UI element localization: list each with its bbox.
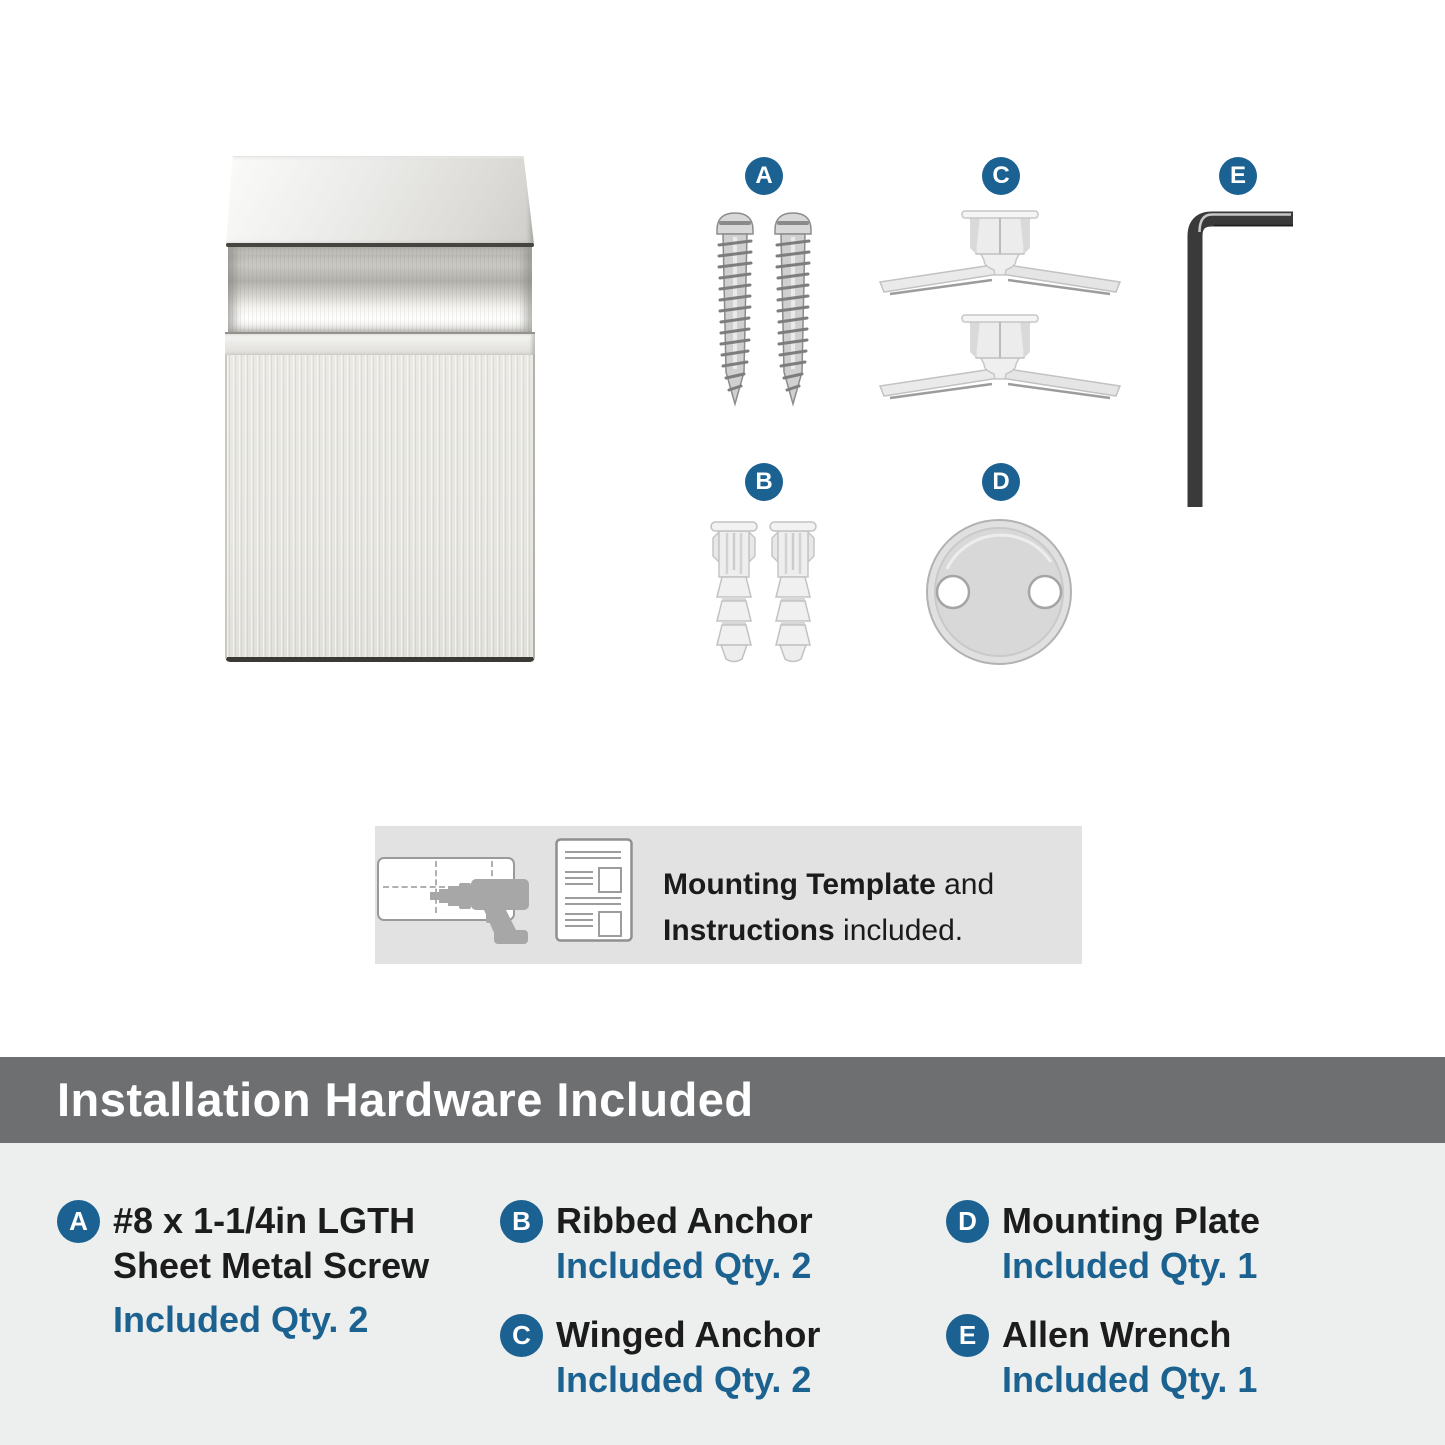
legend-item-qty: Included Qty. 1 [1002, 1245, 1258, 1286]
legend-item-name: Sheet Metal Screw [113, 1245, 430, 1286]
legend-item-text [1002, 1198, 1260, 1288]
product-cube-face [225, 355, 535, 662]
diagram-badge-b: B [745, 463, 783, 501]
banner-text [663, 862, 994, 954]
ribbed-anchor-icon [705, 520, 763, 664]
diagram-badge-e: E [1219, 157, 1257, 195]
legend-badge-c: C [500, 1314, 543, 1357]
banner-line-2 [663, 908, 994, 954]
mounting-plate-icon [924, 517, 1074, 667]
banner-rest-1: and [935, 868, 995, 901]
legend-item-name: Winged Anchor [556, 1314, 821, 1355]
diagram-badge-c: C [982, 157, 1020, 195]
screw-icon [770, 210, 816, 408]
legend-item-name: Mounting Plate [1002, 1200, 1260, 1241]
allen-wrench-icon [1180, 205, 1300, 515]
diagram-badge-a: A [745, 157, 783, 195]
legend-item-qty: Included Qty. 2 [556, 1245, 812, 1286]
legend-item-text [556, 1198, 813, 1288]
legend-item-screw [57, 1200, 429, 1342]
screw-icon [712, 210, 758, 408]
legend-item-text [113, 1198, 429, 1342]
winged-anchor-icon [874, 312, 1126, 408]
banner-bold-instructions: Instructions [663, 914, 835, 947]
legend-item-name: Ribbed Anchor [556, 1200, 813, 1241]
product-cube-top [225, 332, 535, 355]
legend-item-name: Allen Wrench [1002, 1314, 1232, 1355]
legend-item-allen-wrench [946, 1314, 1257, 1402]
legend-item-mounting-plate [946, 1200, 1260, 1288]
banner-rest-2: included. [834, 914, 964, 947]
legend-item-qty: Included Qty. 2 [113, 1299, 369, 1340]
section-title: Installation Hardware Included [57, 1073, 754, 1126]
diagram-badge-d: D [982, 463, 1020, 501]
section-header-band [0, 1057, 1445, 1143]
legend-item-ribbed-anchor [500, 1200, 813, 1288]
product-top-plate [226, 156, 534, 244]
legend-badge-e: E [946, 1314, 989, 1357]
legend-item-qty: Included Qty. 1 [1002, 1359, 1258, 1400]
legend-item-text [1002, 1312, 1257, 1402]
banner-line-1 [663, 862, 994, 908]
legend-badge-a: A [57, 1200, 100, 1243]
legend-item-qty: Included Qty. 2 [556, 1359, 812, 1400]
winged-anchor-icon [874, 208, 1126, 304]
drill-icon [430, 868, 534, 944]
ribbed-anchor-icon [764, 520, 822, 664]
legend-badge-d: D [946, 1200, 989, 1243]
legend-item-text [556, 1312, 820, 1402]
mounting-template-banner [375, 826, 1082, 964]
banner-bold-mounting-template: Mounting Template [663, 868, 936, 901]
legend-item-name: #8 x 1-1/4in LGTH [113, 1200, 416, 1241]
legend-item-winged-anchor [500, 1314, 820, 1402]
legend-badge-b: B [500, 1200, 543, 1243]
instructions-icon [555, 838, 633, 942]
product-hook-recess [228, 247, 532, 332]
